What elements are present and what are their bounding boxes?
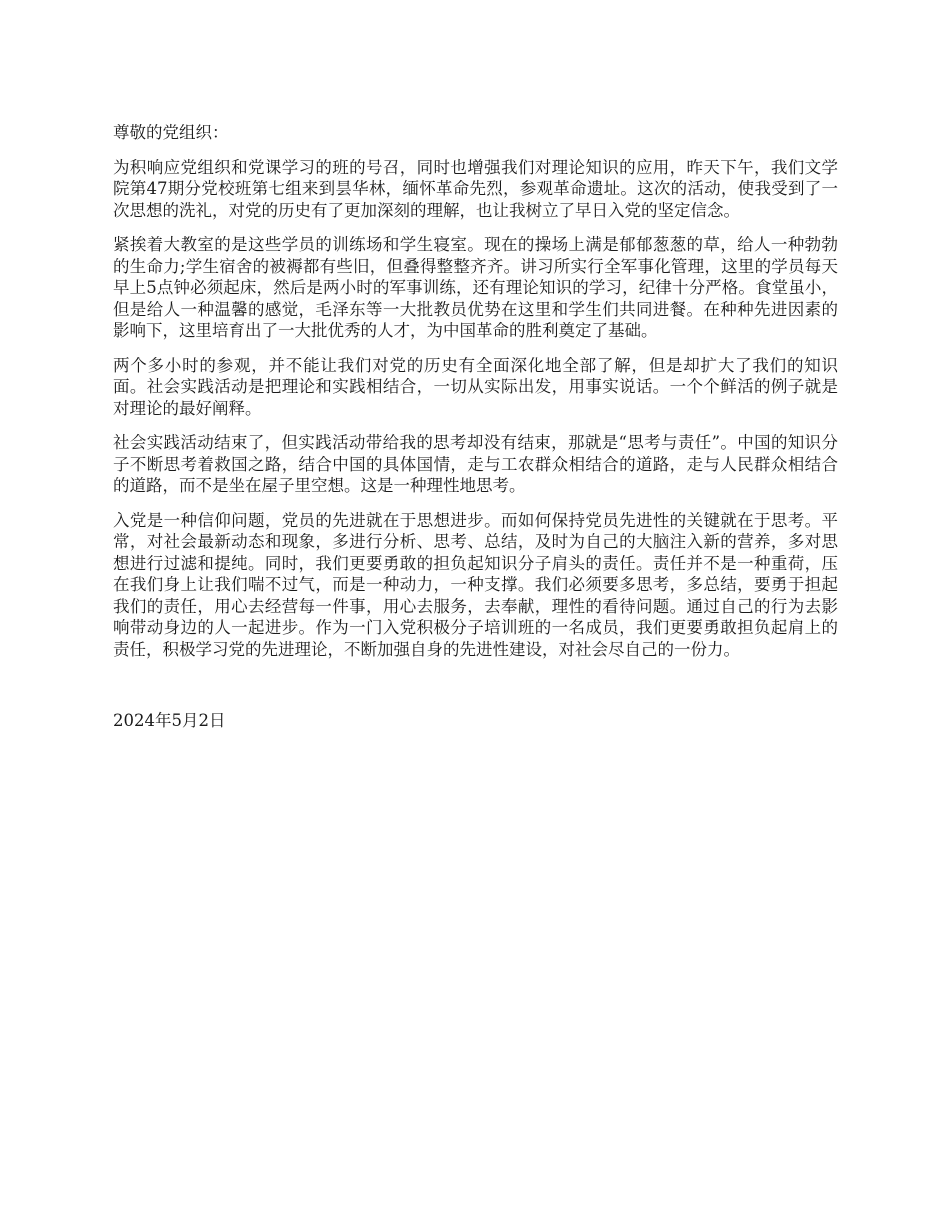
paragraph-1: 为积响应党组织和党课学习的班的号召，同时也增强我们对理论知识的应用，昨天下午，我们文学院第47期分党校班第七组来到昙华林，缅怀革命先烈，参观革命遗址。这次的活动，使我受到了一次思想的洗礼，对党的历史有了更加深刻的理解，也让我树立了早日入党的坚定信念。 <box>113 157 838 220</box>
paragraph-2: 紧挨着大教室的是这些学员的训练场和学生寝室。现在的操场上满是郁郁葱葱的草，给人一种勃勃的生命力;学生宿舍的被褥都有些旧，但叠得整整齐齐。讲习所实行全军事化管理，这里的学员每天早上5点钟必须起床，然后是两小时的军事训练，还有理论知识的学习，纪律十分严格。食堂虽小，但是给人一种温馨的感觉，毛泽东等一大批教员优势在这里和学生们共同进餐。在种种先进因素的影响下，这里培育出了一大批优秀的人才，为中国革命的胜利奠定了基础。 <box>113 235 838 340</box>
paragraph-3: 两个多小时的参观，并不能让我们对党的历史有全面深化地全部了解，但是却扩大了我们的知识面。社会实践活动是把理论和实践相结合，一切从实际出发，用事实说话。一个个鲜活的例子就是对理论的最好阐释。 <box>113 355 838 418</box>
paragraph-4: 社会实践活动结束了，但实践活动带给我的思考却没有结束，那就是“思考与责任”。中国的知识分子不断思考着救国之路，结合中国的具体国情，走与工农群众相结合的道路，走与人民群众相结合的道路，而不是坐在屋子里空想。这是一种理性地思考。 <box>113 433 838 495</box>
letter-date: 2024年5月2日 <box>113 711 226 730</box>
letter-body <box>113 122 838 732</box>
salutation: 尊敬的党组织： <box>113 123 229 142</box>
paragraph-5: 入党是一种信仰问题，党员的先进就在于思想进步。而如何保持党员先进性的关键就在于思考。平常，对社会最新动态和现象，多进行分析、思考、总结，及时为自己的大脑注入新的营养，多对思想进行过滤和提纯。同时，我们更要勇敢的担负起知识分子肩头的责任。责任并不是一种重荷，压在我们身上让我们喘不过气，而是一种动力，一种支撑。我们必须要多思考，多总结，要勇于担起我们的责任，用心去经营每一件事，用心去服务，去奉献，理性的看待问题。通过自己的行为去影响带动身边的人一起进步。作为一门入党积极分子培训班的一名成员，我们更要勇敢担负起肩上的责任，积极学习党的先进理论，不断加强自身的先进性建设，对社会尽自己的一份力。 <box>113 510 838 659</box>
